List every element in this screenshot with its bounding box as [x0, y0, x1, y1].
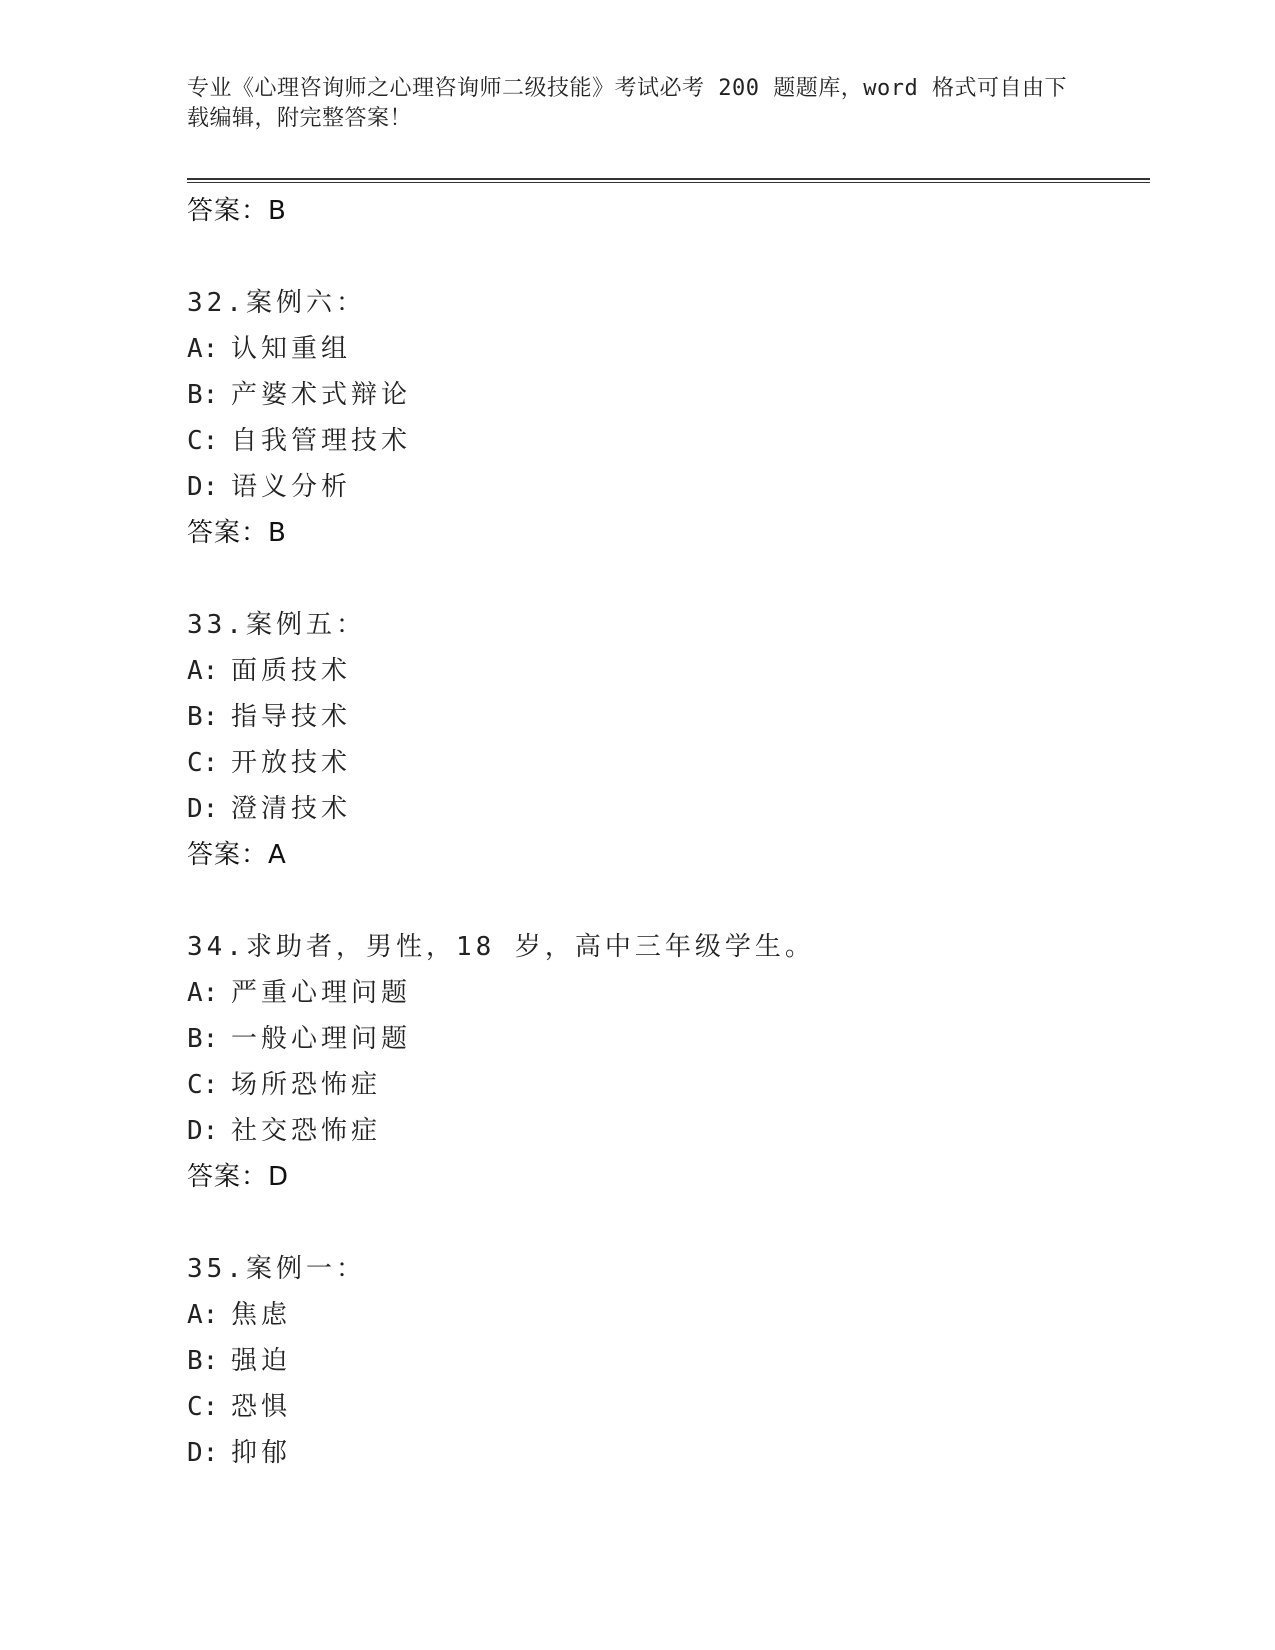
option-letter: C:	[187, 1392, 219, 1422]
option-letter: D:	[187, 794, 219, 824]
option-text: 产婆术式辩论	[231, 380, 412, 410]
option-a	[187, 970, 1150, 1016]
option-text: 认知重组	[231, 334, 352, 364]
header-divider-thick	[187, 178, 1150, 180]
option-text: 语义分析	[231, 472, 352, 502]
option-b	[187, 694, 1150, 740]
option-b	[187, 1016, 1150, 1062]
option-text: 一般心理问题	[231, 1024, 412, 1054]
option-d	[187, 1108, 1150, 1154]
option-text: 指导技术	[231, 702, 352, 732]
option-letter: B:	[187, 380, 219, 410]
option-b	[187, 1338, 1150, 1384]
spacer	[187, 234, 1150, 280]
option-letter: A:	[187, 1300, 219, 1330]
previous-answer: 答案：B	[187, 196, 287, 226]
question-stem: 33.案例五：	[187, 610, 366, 640]
option-text: 抑郁	[231, 1438, 292, 1468]
option-d	[187, 1430, 1150, 1476]
option-c	[187, 1384, 1150, 1430]
option-text: 场所恐怖症	[231, 1070, 382, 1100]
option-c	[187, 740, 1150, 786]
option-letter: D:	[187, 472, 219, 502]
question-stem: 35.案例一：	[187, 1254, 366, 1284]
spacer	[187, 878, 1150, 924]
option-b	[187, 372, 1150, 418]
document-intro: 专业《心理咨询师之心理咨询师二级技能》考试必考 200 题题库，word 格式可自由下载编辑，附完整答案！	[187, 76, 1067, 131]
question-block	[187, 602, 1150, 878]
option-text: 开放技术	[231, 748, 352, 778]
question-list	[187, 188, 1150, 1476]
option-letter: A:	[187, 656, 219, 686]
option-letter: B:	[187, 1024, 219, 1054]
question-stem: 32.案例六：	[187, 288, 366, 318]
option-a	[187, 326, 1150, 372]
option-text: 焦虑	[231, 1300, 292, 1330]
option-letter: B:	[187, 1346, 219, 1376]
option-d	[187, 786, 1150, 832]
option-letter: C:	[187, 748, 219, 778]
option-a	[187, 648, 1150, 694]
option-c	[187, 1062, 1150, 1108]
question-block	[187, 924, 1150, 1200]
option-text: 社交恐怖症	[231, 1116, 382, 1146]
option-d	[187, 464, 1150, 510]
spacer	[187, 1200, 1150, 1246]
spacer	[187, 556, 1150, 602]
question-answer: 答案：B	[187, 518, 287, 548]
question-block	[187, 1246, 1150, 1476]
option-letter: A:	[187, 334, 219, 364]
option-c	[187, 418, 1150, 464]
option-letter: D:	[187, 1438, 219, 1468]
header-divider-thin	[187, 182, 1150, 183]
question-answer: 答案：D	[187, 1162, 290, 1192]
question-answer: 答案：A	[187, 840, 287, 870]
option-text: 强迫	[231, 1346, 292, 1376]
option-text: 澄清技术	[231, 794, 352, 824]
option-text: 严重心理问题	[231, 978, 412, 1008]
option-text: 恐惧	[231, 1392, 292, 1422]
option-letter: C:	[187, 426, 219, 456]
option-text: 面质技术	[231, 656, 352, 686]
option-letter: B:	[187, 702, 219, 732]
question-block	[187, 280, 1150, 556]
option-a	[187, 1292, 1150, 1338]
question-stem: 34.求助者，男性，18 岁，高中三年级学生。	[187, 932, 815, 962]
option-letter: C:	[187, 1070, 219, 1100]
option-text: 自我管理技术	[231, 426, 412, 456]
option-letter: D:	[187, 1116, 219, 1146]
option-letter: A:	[187, 978, 219, 1008]
